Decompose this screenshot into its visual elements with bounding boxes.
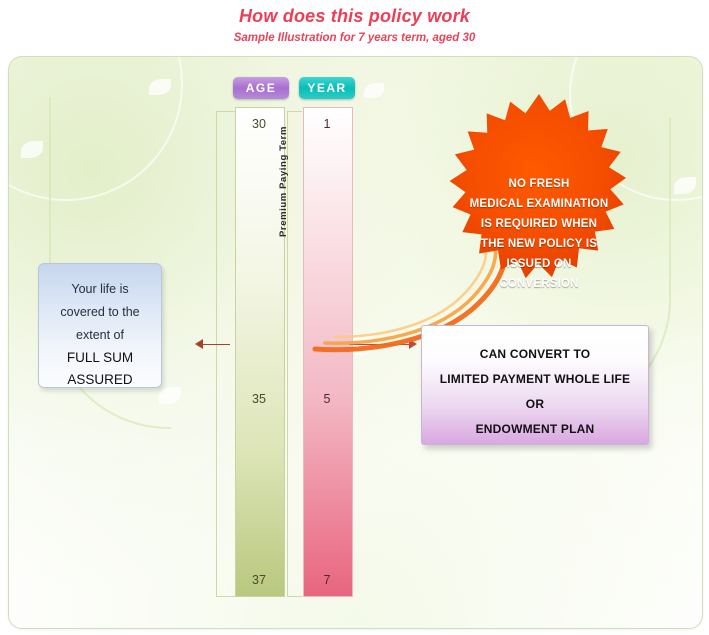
starburst-line-6: CONVERSION: [499, 278, 579, 290]
decorative-leaf: [149, 79, 171, 95]
left-callout-line-3: extent of: [76, 328, 124, 342]
page-subtitle: Sample Illustration for 7 years term, aged 30: [233, 32, 476, 44]
starburst-line-2: MEDICAL EXAMINATION: [469, 198, 609, 210]
left-callout-line-4: FULL SUM: [66, 350, 134, 365]
decorative-leaf: [159, 387, 181, 404]
right-callout-box: [421, 325, 649, 445]
year-value-mid: 5: [323, 392, 331, 406]
right-callout-line-4: ENDOWMENT PLAN: [475, 422, 595, 436]
left-arrow-head-icon: [195, 339, 203, 349]
starburst-line-5: ISSUED ON: [506, 258, 572, 270]
age-bracket: [216, 111, 235, 597]
left-callout-box: [38, 263, 162, 388]
right-callout-line-1: CAN CONVERT TO: [479, 347, 591, 361]
age-value-bottom: 37: [252, 573, 266, 587]
right-arrow-line: [349, 344, 411, 345]
right-arrow-head-icon: [409, 339, 417, 349]
year-bar: [303, 107, 353, 597]
starburst-line-1: NO FRESH: [508, 178, 570, 190]
starburst-line-3: IS REQUIRED WHEN: [480, 218, 598, 230]
decorative-leaf: [364, 83, 384, 98]
year-value-top: 1: [323, 117, 331, 131]
premium-paying-term-bracket: [287, 111, 302, 597]
decorative-swirl: [8, 56, 183, 201]
column-header-age: AGE: [233, 77, 289, 99]
starburst-text: [455, 174, 623, 294]
page-title: How does this policy work: [238, 6, 471, 26]
decorative-leaf: [674, 177, 696, 194]
decorative-leaf: [21, 141, 43, 158]
left-callout-line-2: covered to the: [60, 305, 140, 319]
age-value-top: 30: [252, 117, 266, 131]
right-callout-line-2: LIMITED PAYMENT WHOLE LIFE: [439, 372, 631, 386]
left-arrow-line: [202, 344, 230, 345]
column-header-year: YEAR: [299, 77, 355, 99]
age-value-mid: 35: [252, 392, 266, 406]
premium-paying-term-label: Premium Paying Term: [278, 125, 289, 237]
right-callout-line-3: OR: [525, 397, 545, 411]
left-callout-line-5: ASSURED: [67, 372, 133, 387]
left-callout-line-1: Your life is: [71, 282, 129, 296]
year-value-bottom: 7: [323, 573, 331, 587]
starburst-line-4: THE NEW POLICY IS: [480, 238, 598, 250]
diagram-panel: [8, 56, 703, 629]
